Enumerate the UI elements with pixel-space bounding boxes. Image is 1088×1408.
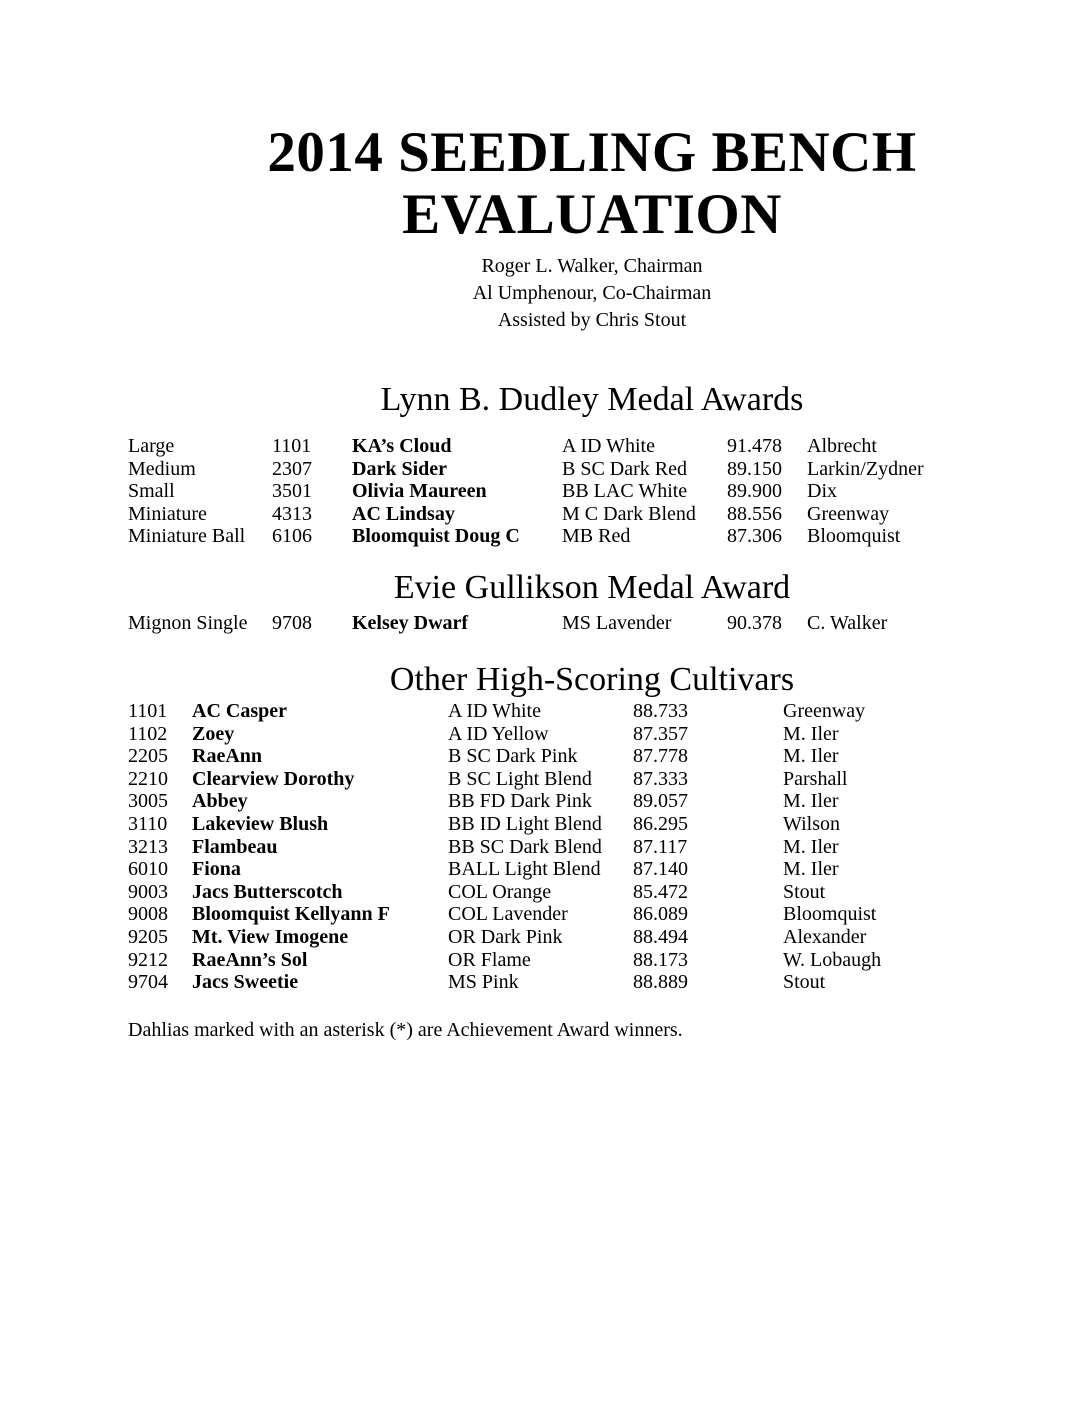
originator-cell: W. Lobaugh <box>783 948 882 971</box>
score-cell: 89.057 <box>633 790 688 813</box>
score-cell: 88.173 <box>633 948 688 971</box>
score-cell: 88.889 <box>633 971 688 994</box>
originator-cell: Bloomquist <box>783 903 877 926</box>
number-cell: 3213 <box>128 835 168 858</box>
score-cell: 90.378 <box>727 612 782 634</box>
table-row <box>128 836 1056 859</box>
other-section-heading: Other High-Scoring Cultivars <box>389 661 795 698</box>
table-row <box>128 858 1056 881</box>
originator-cell: Alexander <box>783 925 867 948</box>
originator-cell: Greenway <box>807 502 890 525</box>
category-cell: Mignon Single <box>128 612 248 634</box>
number-cell: 9704 <box>128 971 168 994</box>
table-row <box>128 723 1056 746</box>
cultivar-name-cell: Olivia Maureen <box>352 480 487 503</box>
originator-cell: Stout <box>783 880 826 903</box>
cultivar-name-cell: RaeAnn’s Sol <box>192 948 308 971</box>
originator-cell: M. Iler <box>783 722 839 745</box>
number-cell: 2205 <box>128 745 168 768</box>
score-cell: 87.306 <box>727 525 782 548</box>
number-cell: 9212 <box>128 948 168 971</box>
score-cell: 86.089 <box>633 903 688 926</box>
table-row <box>128 458 1056 481</box>
table-row <box>128 881 1056 904</box>
table-row <box>128 768 1056 791</box>
category-cell: Miniature Ball <box>128 525 246 548</box>
cultivar-name-cell: Zoey <box>192 722 235 745</box>
number-cell: 6010 <box>128 858 168 881</box>
originator-cell: M. Iler <box>783 790 839 813</box>
number-cell: 4313 <box>272 502 312 525</box>
cultivar-name-cell: Lakeview Blush <box>192 812 329 835</box>
originator-cell: M. Iler <box>783 745 839 768</box>
cultivar-name-cell: Jacs Sweetie <box>192 971 299 994</box>
type-color-cell: BB ID Light Blend <box>448 812 602 835</box>
cultivar-name-cell: Jacs Butterscotch <box>192 880 343 903</box>
number-cell: 1101 <box>128 700 168 722</box>
number-cell: 9708 <box>272 612 312 634</box>
table-row <box>128 480 1056 503</box>
table-row <box>128 949 1056 972</box>
number-cell: 6106 <box>272 525 312 548</box>
originator-cell: M. Iler <box>783 835 839 858</box>
cultivar-name-cell: Bloomquist Kellyann F <box>192 903 390 926</box>
type-color-cell: COL Orange <box>448 880 552 903</box>
cultivar-name-cell: Kelsey Dwarf <box>352 612 469 634</box>
originator-cell: Wilson <box>783 812 840 835</box>
table-row <box>128 971 1056 994</box>
type-color-cell: OR Flame <box>448 948 531 971</box>
dudley-awards-table <box>128 435 1056 548</box>
number-cell: 9008 <box>128 903 168 926</box>
cultivar-name-cell: AC Casper <box>192 700 287 722</box>
number-cell: 3501 <box>272 480 312 503</box>
cultivar-name-cell: Dark Sider <box>352 457 447 480</box>
document-byline <box>128 253 1056 334</box>
score-cell: 88.556 <box>727 502 782 525</box>
cultivar-name-cell: RaeAnn <box>192 745 263 768</box>
type-color-cell: COL Lavender <box>448 903 568 926</box>
type-color-cell: B SC Light Blend <box>448 767 592 790</box>
type-color-cell: M C Dark Blend <box>562 502 696 525</box>
originator-cell: Stout <box>783 971 826 994</box>
originator-cell: Dix <box>807 480 837 503</box>
cultivar-name-cell: Fiona <box>192 858 241 881</box>
asterisk-footnote: Dahlias marked with an asterisk (*) are Achievement Award winners. <box>128 1019 683 1041</box>
byline-co-chairman: Al Umphenour, Co-Chairman <box>472 282 712 304</box>
cultivar-name-cell: AC Lindsay <box>352 502 455 525</box>
originator-cell: Larkin/Zydner <box>807 457 924 480</box>
score-cell: 86.295 <box>633 812 688 835</box>
score-cell: 89.900 <box>727 480 782 503</box>
score-cell: 89.150 <box>727 457 782 480</box>
number-cell: 9003 <box>128 880 168 903</box>
score-cell: 88.494 <box>633 925 688 948</box>
originator-cell: Greenway <box>783 700 866 722</box>
type-color-cell: BB SC Dark Blend <box>448 835 602 858</box>
table-row <box>128 926 1056 949</box>
table-row <box>128 525 1056 548</box>
originator-cell: Albrecht <box>807 435 877 457</box>
number-cell: 3005 <box>128 790 168 813</box>
score-cell: 87.117 <box>633 835 688 858</box>
score-cell: 88.733 <box>633 700 688 722</box>
cultivar-name-cell: Bloomquist Doug C <box>352 525 520 548</box>
type-color-cell: MS Lavender <box>562 612 672 634</box>
table-row <box>128 435 1056 458</box>
type-color-cell: OR Dark Pink <box>448 925 563 948</box>
cultivar-name-cell: KA’s Cloud <box>352 435 452 457</box>
originator-cell: M. Iler <box>783 858 839 881</box>
number-cell: 1101 <box>272 435 312 457</box>
table-row <box>128 813 1056 836</box>
score-cell: 87.333 <box>633 767 688 790</box>
table-row <box>128 790 1056 813</box>
type-color-cell: MS Pink <box>448 971 519 994</box>
number-cell: 2210 <box>128 767 168 790</box>
type-color-cell: B SC Dark Red <box>562 457 687 480</box>
number-cell: 1102 <box>128 722 168 745</box>
score-cell: 87.778 <box>633 745 688 768</box>
table-row <box>128 903 1056 926</box>
category-cell: Large <box>128 435 175 457</box>
number-cell: 9205 <box>128 925 168 948</box>
type-color-cell: MB Red <box>562 525 631 548</box>
score-cell: 87.357 <box>633 722 688 745</box>
originator-cell: Parshall <box>783 767 848 790</box>
type-color-cell: B SC Dark Pink <box>448 745 578 768</box>
type-color-cell: A ID White <box>562 435 655 457</box>
category-cell: Miniature <box>128 502 207 525</box>
byline-assistant: Assisted by Chris Stout <box>497 309 687 331</box>
table-row <box>128 700 1056 723</box>
category-cell: Medium <box>128 457 196 480</box>
type-color-cell: BB FD Dark Pink <box>448 790 592 813</box>
title-line-1: 2014 SEEDLING BENCH <box>267 121 917 184</box>
cultivar-name-cell: Mt. View Imogene <box>192 925 349 948</box>
type-color-cell: A ID Yellow <box>448 722 549 745</box>
score-cell: 87.140 <box>633 858 688 881</box>
number-cell: 2307 <box>272 457 312 480</box>
document-title <box>128 122 1056 246</box>
dudley-section-heading: Lynn B. Dudley Medal Awards <box>380 381 804 418</box>
gullikson-award-table <box>128 612 1056 635</box>
table-row <box>128 612 1056 635</box>
score-cell: 91.478 <box>727 435 782 457</box>
gullikson-section-heading: Evie Gullikson Medal Award <box>393 569 791 606</box>
category-cell: Small <box>128 480 175 503</box>
originator-cell: Bloomquist <box>807 525 901 548</box>
type-color-cell: BALL Light Blend <box>448 858 601 881</box>
cultivar-name-cell: Clearview Dorothy <box>192 767 355 790</box>
title-line-2: EVALUATION <box>402 183 782 246</box>
type-color-cell: BB LAC White <box>562 480 688 503</box>
cultivar-name-cell: Abbey <box>192 790 248 813</box>
type-color-cell: A ID White <box>448 700 541 722</box>
table-row <box>128 503 1056 526</box>
cultivar-name-cell: Flambeau <box>192 835 278 858</box>
score-cell: 85.472 <box>633 880 688 903</box>
number-cell: 3110 <box>128 812 168 835</box>
byline-chairman: Roger L. Walker, Chairman <box>481 255 703 277</box>
originator-cell: C. Walker <box>807 612 888 634</box>
other-cultivars-table <box>128 700 1056 994</box>
table-row <box>128 745 1056 768</box>
